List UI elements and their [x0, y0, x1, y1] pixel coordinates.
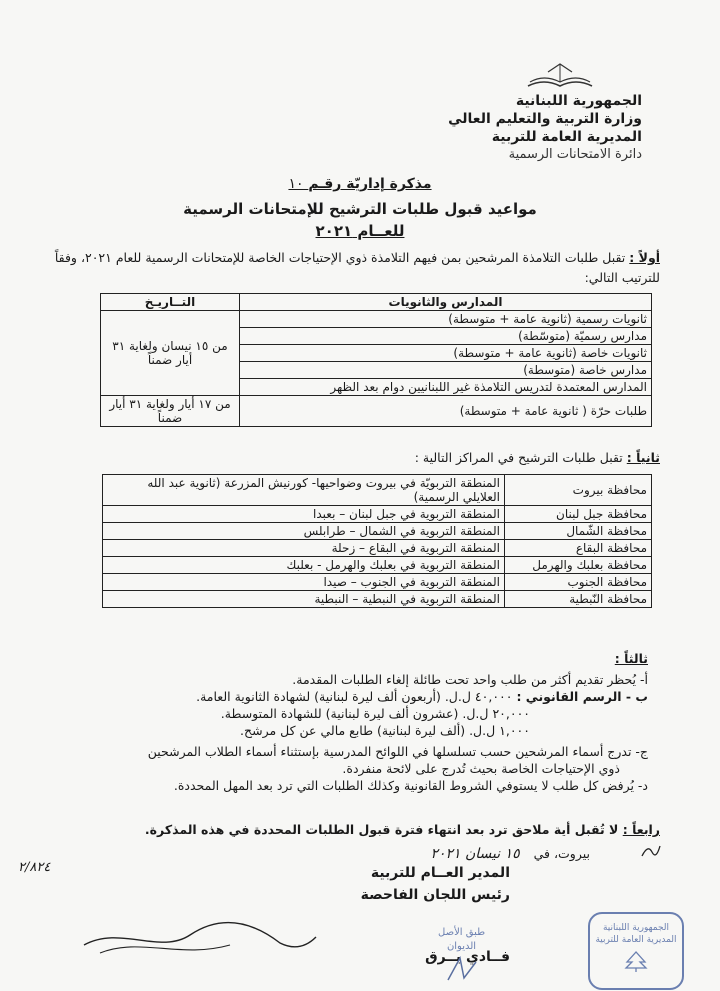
cedar-icon	[623, 950, 649, 972]
center-cell: المنطقة التربوية في النبطية – النبطية	[103, 591, 505, 608]
section-4	[20, 820, 660, 840]
office-stamp	[438, 926, 485, 989]
official-seal	[588, 912, 684, 990]
fee-secondary: ٤٠,٠٠٠ ل.ل. (أربعون ألف ليرة لبنانية) لشهادة الثانوية العامة.	[196, 689, 513, 704]
center-cell: المنطقة التربوية في الشمال – طرابلس	[103, 523, 505, 540]
handwritten-mark-icon	[640, 842, 662, 860]
memo-year: للعــام ٢٠٢١	[315, 222, 405, 240]
stamp-signature-icon	[442, 954, 482, 984]
school-item: مدارس رسميّة (متوسّطة)	[240, 328, 651, 345]
place-date	[430, 846, 590, 862]
school-item: ثانويات خاصة (ثانوية عامة + متوسطة)	[240, 345, 651, 362]
governorate-cell: محافظة الجنوب	[505, 574, 652, 591]
center-cell: المنطقة التربوية في البقاع – زحلة	[103, 540, 505, 557]
signer-name: فــادي يــرق	[425, 949, 510, 965]
seal-text: الجمهورية اللبنانية المديرية العامة للتربية	[595, 923, 677, 945]
section-3	[28, 650, 648, 794]
ministry-name: وزارة التربية والتعليم العالي	[448, 111, 642, 127]
letterhead	[448, 92, 642, 164]
center-cell: المنطقة التربوية في الجنوب – صيدا	[103, 574, 505, 591]
school-item: المدارس المعتمدة لتدريس التلامذة غير اللبنانيين دوام بعد الظهر	[330, 380, 647, 394]
memo-number	[0, 176, 720, 192]
governorate-cell: محافظة بعلبك والهرمل	[505, 557, 652, 574]
rule-b-line-1	[28, 688, 648, 705]
schools-cell	[240, 311, 652, 396]
fee-stamp: ١,٠٠٠ ل.ل. (ألف ليرة لبنانية) طابع مالي عن كل مرشح.	[240, 723, 530, 738]
republic-name: الجمهورية اللبنانية	[515, 93, 642, 109]
signature-scribble-icon	[80, 915, 320, 965]
section-1	[20, 248, 660, 288]
section-2-text: تقبل طلبات الترشيح في المراكز التالية :	[414, 450, 623, 465]
section-3-heading: ثالثاً :	[614, 651, 648, 666]
col-header-date: التــاريـخ	[101, 294, 240, 311]
date-cell: من ١٧ أيار ولغاية ٣١ أيار ضمناً	[101, 396, 240, 427]
center-cell: المنطقة التربوية في جبل لبنان – بعبدا	[103, 506, 505, 523]
governorate-cell: محافظة النّبطية	[505, 591, 652, 608]
center-cell: المنطقة التربوية في بعلبك والهرمل - بعلبك	[103, 557, 505, 574]
rule-d: د- يُرفض كل طلب لا يستوفي الشروط القانونية وكذلك الطلبات التي ترد بعد المهل المحددة.	[173, 778, 648, 793]
school-item: ثانويات رسمية (ثانوية عامة + متوسطة)	[240, 311, 651, 328]
fee-intermediate: ٢٠,٠٠٠ ل.ل. (عشرون ألف ليرة لبنانية) للشهادة المتوسطة.	[220, 706, 530, 721]
section-2	[20, 448, 660, 468]
centers-table	[102, 474, 652, 608]
school-item: مدارس خاصة (متوسطة)	[240, 362, 651, 379]
rule-b-label: ب - الرسم القانوني :	[516, 689, 648, 704]
section-2-heading: ثانياً :	[626, 450, 660, 465]
governorate-cell: محافظة الشّمال	[505, 523, 652, 540]
place-date-label: بيروت، في	[533, 846, 590, 861]
memo-number-label: مذكرة إداريّة رقـم	[308, 176, 432, 192]
section-4-text: لا تُقبل أية ملاحق ترد بعد انتهاء فترة قبول الطلبات المحددة في هذه المذكرة.	[144, 822, 619, 837]
governorate-cell: محافظة جبل لبنان	[505, 506, 652, 523]
signer-title: المدير العــام للتربية	[370, 865, 510, 881]
office-stamp-text: طبق الأصل الديوان	[438, 927, 486, 952]
rule-c-line-2: ذوي الإحتياجات الخاصة بحيث تُدرج على لائحة منفردة.	[342, 761, 620, 776]
section-1-text: تقبل طلبات التلامذة المرشحين بمن فيهم التلامذة ذوي الإحتياجات الخاصة للإمتحانات الرسمية للعام ٢٠٢١، وفقاً للترتيب التالي:	[54, 250, 660, 285]
schedule-table	[100, 293, 652, 427]
governorate-cell: محافظة بيروت	[505, 475, 652, 506]
section-1-heading: أولاً :	[629, 250, 660, 265]
center-cell: المنطقة التربويّة في بيروت وضواحيها- كورنيش المزرعة (ثانوية عبد الله العلايلي الرسمية)	[103, 475, 505, 506]
school-item: طلبات حرّة ( ثانوية عامة + متوسطة)	[240, 396, 652, 427]
rule-a: أ- يُحظر تقديم أكثر من طلب واحد تحت طائلة إلغاء الطلبات المقدمة.	[292, 672, 648, 687]
governorate-cell: محافظة البقاع	[505, 540, 652, 557]
memo-number-value: ١٠	[288, 176, 304, 192]
section-4-heading: رابعاً :	[622, 822, 660, 837]
memo-subject: مواعيد قبول طلبات الترشيح للإمتحانات الرسمية	[183, 200, 537, 218]
handwritten-date: ١٥ نيسان ٢٠٢١	[430, 846, 520, 862]
department-name: دائرة الامتحانات الرسمية	[508, 147, 642, 162]
col-header-schools: المدارس والثانويات	[240, 294, 652, 311]
date-cell: من ١٥ نيسان ولغاية ٣١ أيار ضمناً	[101, 311, 240, 396]
signer-role: رئيس اللجان الفاحصة	[360, 887, 510, 903]
ministry-logo-icon	[520, 60, 600, 90]
reference-number: ٢/٨٢٤	[18, 860, 51, 875]
rule-c-line-1: ج- تدرج أسماء المرشحين حسب تسلسلها في اللوائح المدرسية بإستثناء أسماء الطلاب المرشحين	[147, 744, 648, 759]
directorate-name: المديرية العامة للتربية	[491, 129, 642, 145]
